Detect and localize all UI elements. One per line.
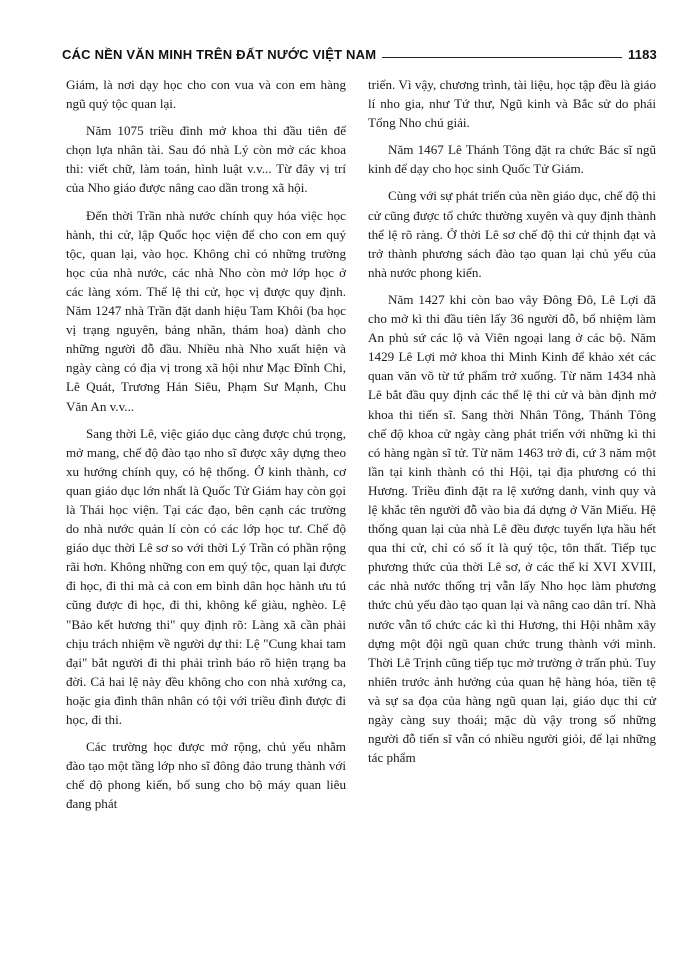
left-column [66,75,346,821]
paragraph: Giám, là nơi dạy học cho con vua và con em hàng ngũ quý tộc quan lại. [66,77,346,112]
running-header-title: CÁC NỀN VĂN MINH TRÊN ĐẤT NƯỚC VIỆT NAM [62,47,377,62]
paragraph: Sang thời Lê, việc giáo dục càng được chú trọng, mở mang, chế độ đào tạo nho sĩ được xây dựng theo xu hướng chính quy, có hệ thống. Ở kinh thành, cơ quan giáo dục lớn nhất là Quốc Tử Giám hay còn gọi là Thái học viện. Tại các đạo, bên cạnh các trường do nhà nước quản lí còn có các lớp học tư. Chế độ giáo dục thời Lê sơ so với thời Lý Trần có phần rộng rãi hơn. Không những con em quý tộc, quan lại được đi học, đi thi mà cả con em bình dân học hành ưu tú cũng được đi học, đi thi, không kể giàu, nghèo. Lệ "Bảo kết hương thi" quy định rõ: Làng xã cần phải chịu trách nhiệm về người dự thi: Lệ "Cung khai tam đại" bắt người đi thi phải trình báo rõ hiện trạng ba đời. Cả hai lệ này đều không cho con nhà xướng ca, hoặc gia đình thân nhân có tội với triều đình được đi học, đi thi. [66,425,346,727]
paragraph: Năm 1467 Lê Thánh Tông đặt ra chức Bác sĩ ngũ kinh để dạy cho học sinh Quốc Tử Giám. [368,142,656,177]
paragraph: triển. Vì vậy, chương trình, tài liệu, học tập đều là giáo lí nho gia, như Tứ thư, Ngũ kinh và Bắc sử do phái Tống Nho chú giải. [368,77,656,131]
paragraph: Năm 1075 triều đình mở khoa thi đầu tiên để chọn lựa nhân tài. Sau đó nhà Lý còn mở các khoa thi: viết chữ, làm toán, hình luật v.v... Từ đây vị trí của Nho giáo được nâng cao dần trong xã hội. [66,123,346,196]
paragraph: Đến thời Trần nhà nước chính quy hóa việc học hành, thi cử, lập Quốc học viện để cho con em quý tộc, quan lại, vào học. Không chỉ có những trường học của nhà nước, các nhà Nho còn mở lớp học ở các làng xóm. Thể lệ thi cử, học vị được quy định. Năm 1247 nhà Trần đặt danh hiệu Tam Khôi (ba học vị trạng nguyên, bảng nhãn, thám hoa) dành cho những người đỗ đầu. Nhiều nhà Nho xuất hiện và ngày càng có địa vị trong xã hội như Mạc Đĩnh Chi, Lê Quát, Trương Hán Siêu, Phạm Sư Mạnh, Chu Văn An v.v... [66,207,346,414]
right-column [368,75,656,775]
paragraph: Cùng với sự phát triển của nền giáo dục, chế độ thi cử cũng được tổ chức thường xuyên và quy định thành thể lệ rõ ràng. Ở thời Lê sơ chế độ thi cử thịnh đạt và trở thành phương sách đào tạo quan lại chủ yếu của nhà nước phong kiến. [368,188,656,280]
page-number: 1183 [627,47,657,62]
paragraph: Năm 1427 khi còn bao vây Đông Đô, Lê Lợi đã cho mở kì thi đầu tiên lấy 36 người đỗ, bổ nhiệm làm An phủ sứ các lộ và Viên ngoại lang ở các bộ. Năm 1429 Lê Lợi mở khoa thi Minh Kinh để khảo xét các quan văn võ từ tứ phẩm trở xuống. Từ năm 1434 nhà Lê bắt đầu quy định các thể lệ thi cử và bàn định mở khoa thi tiến sĩ. Sang thời Nhân Tông, Thánh Tông chế độ khoa cử ngày càng phát triển với những kì thi có hàng ngàn sĩ tử. Từ năm 1463 trở đi, cứ 3 năm một lần tại kinh thành có thi Hội, tại địa phương có thi Hương. Triều đình đặt ra lệ xướng danh, vinh quy và lệ khắc tên người đỗ vào bia đá dựng ở Văn Miếu. Hệ thống quan lại của nhà Lê đều được tuyển lựa hầu hết qua thi cử, chỉ có số ít là quý tộc, tôn thất. Tiếp tục phương thức của thời Lê sơ, ở các thế kỉ XVI XVIII, các nhà nước thống trị vẫn lấy Nho học làm phương thức chủ yếu đào tạo quan lại và nâng cao dân trí. Nhà nước vẫn tổ chức các kì thi Hương, thi Hội nhằm xây dựng một đội ngũ quan chức trung thành với mình. Thời Lê Trịnh cũng tiếp tục mở trường ở trấn phủ. Tuy nhiên trước ảnh hưởng của quan hệ hàng hóa, tiền tệ và sự sa đọa của hàng ngũ quan lại, giáo dục thi cử ngày càng suy thoái; mặc dù vậy trong số những người đỗ tiến sĩ vẫn có nhiều người giỏi, để lại những tác phẩm [368,291,656,766]
paragraph: Các trường học được mở rộng, chủ yếu nhằm đào tạo một tầng lớp nho sĩ đông đảo trung thành với chế độ phong kiến, bổ sung cho bộ máy quan liêu đang phát [66,739,346,812]
header-rule [382,57,622,58]
running-header [62,40,657,62]
